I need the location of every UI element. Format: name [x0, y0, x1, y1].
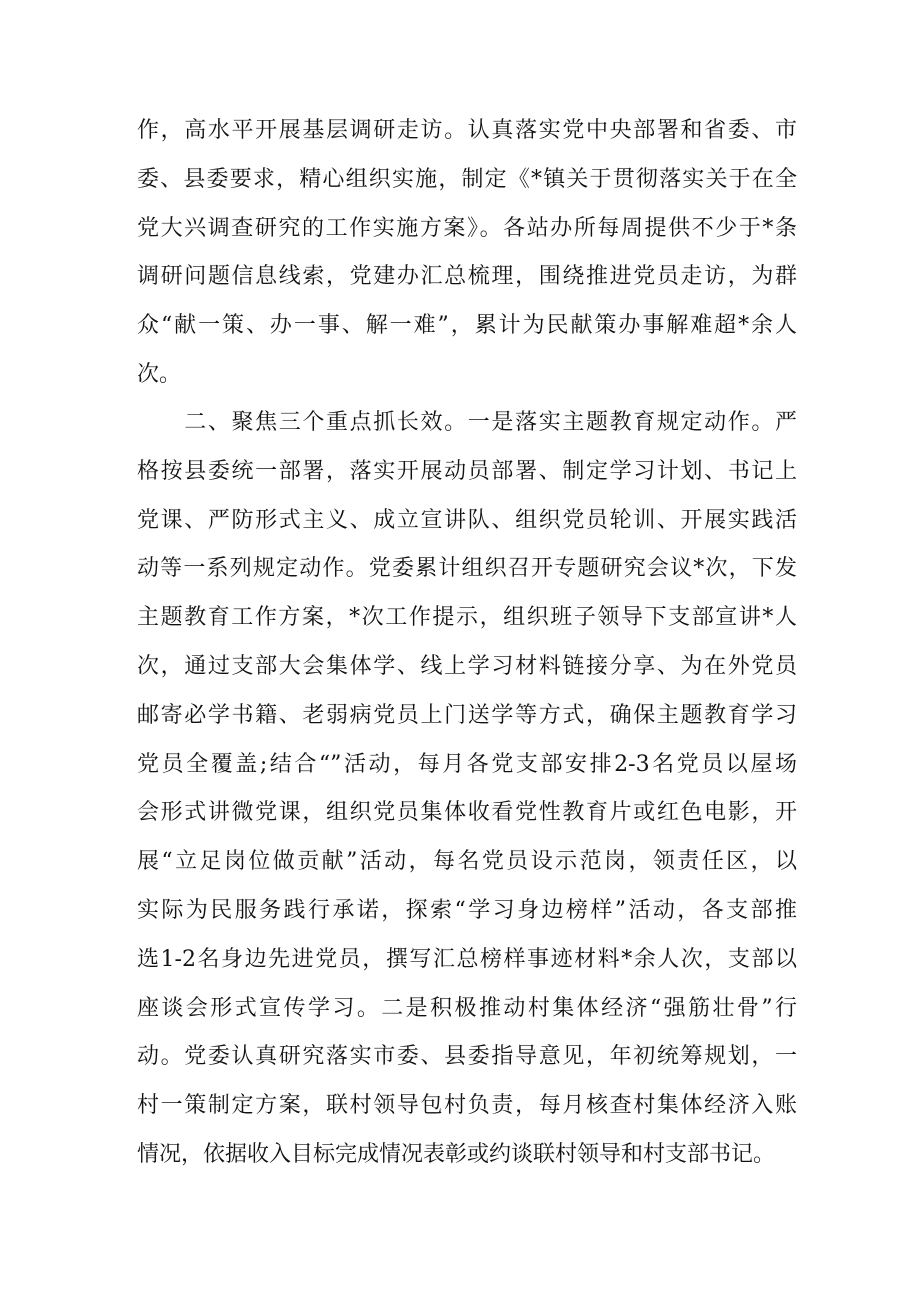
- paragraph-line: 众“献一策、办一事、解一难”，累计为民献策办事解难超*余人: [137, 313, 797, 339]
- paragraph-line: 主题教育工作方案，*次工作提示，组织班子领导下支部宣讲*人: [137, 605, 797, 631]
- paragraph-line: 格按县委统一部署，落实开展动员部署、制定学习计划、书记上: [137, 458, 797, 484]
- paragraph-line: 村一策制定方案，联村领导包村负责，每月核查村集体经济入账: [137, 1093, 797, 1119]
- paragraph-line: 会形式讲微党课，组织党员集体收看党性教育片或红色电影，开: [137, 800, 797, 826]
- paragraph-line: 座谈会形式宣传学习。二是积极推动村集体经济“强筋壮骨”行: [137, 995, 797, 1021]
- paragraph-line: 次，通过支部大会集体学、线上学习材料链接分享、为在外党员: [137, 653, 797, 679]
- paragraph-line: 党员全覆盖;结合“”活动，每月各党支部安排2-3名党员以屋场: [137, 751, 797, 777]
- paragraph-line: 调研问题信息线索，党建办汇总梳理，围绕推进党员走访，为群: [137, 264, 797, 290]
- paragraph-line: 党课、严防形式主义、成立宣讲队、组织党员轮训、开展实践活: [137, 507, 797, 533]
- paragraph-line: 邮寄必学书籍、老弱病党员上门送学等方式，确保主题教育学习: [137, 702, 797, 728]
- paragraph-line: 动等一系列规定动作。党委累计组织召开专题研究会议*次，下发: [137, 556, 797, 582]
- paragraph-line: 次。: [137, 361, 182, 387]
- paragraph-line: 作，高水平开展基层调研走访。认真落实党中央部署和省委、市: [137, 118, 797, 143]
- paragraph-line: 选1-2名身边先进党员，撰写汇总榜样事迹材料*余人次，支部以: [137, 946, 797, 972]
- paragraph-line: 二、聚焦三个重点抓长效。一是落实主题教育规定动作。严: [137, 410, 797, 435]
- paragraph-line: 实际为民服务践行承诺，探索“学习身边榜样”活动，各支部推: [137, 897, 797, 923]
- paragraph-line: 党大兴调查研究的工作实施方案》。各站办所每周提供不少于*条: [137, 215, 797, 241]
- paragraph-2: [137, 399, 797, 1180]
- paragraph-line: 委、县委要求，精心组织实施，制定《*镇关于贯彻落实关于在全: [137, 166, 797, 192]
- paragraph-line: 动。党委认真研究落实市委、县委指导意见，年初统筹规划，一: [137, 1044, 797, 1070]
- paragraph-1: [137, 107, 797, 400]
- paragraph-line: 展“立足岗位做贡献”活动，每名党员设示范岗，领责任区，以: [137, 849, 797, 875]
- paragraph-line: 情况，依据收入目标完成情况表彰或约谈联村领导和村支部书记。: [137, 1141, 776, 1167]
